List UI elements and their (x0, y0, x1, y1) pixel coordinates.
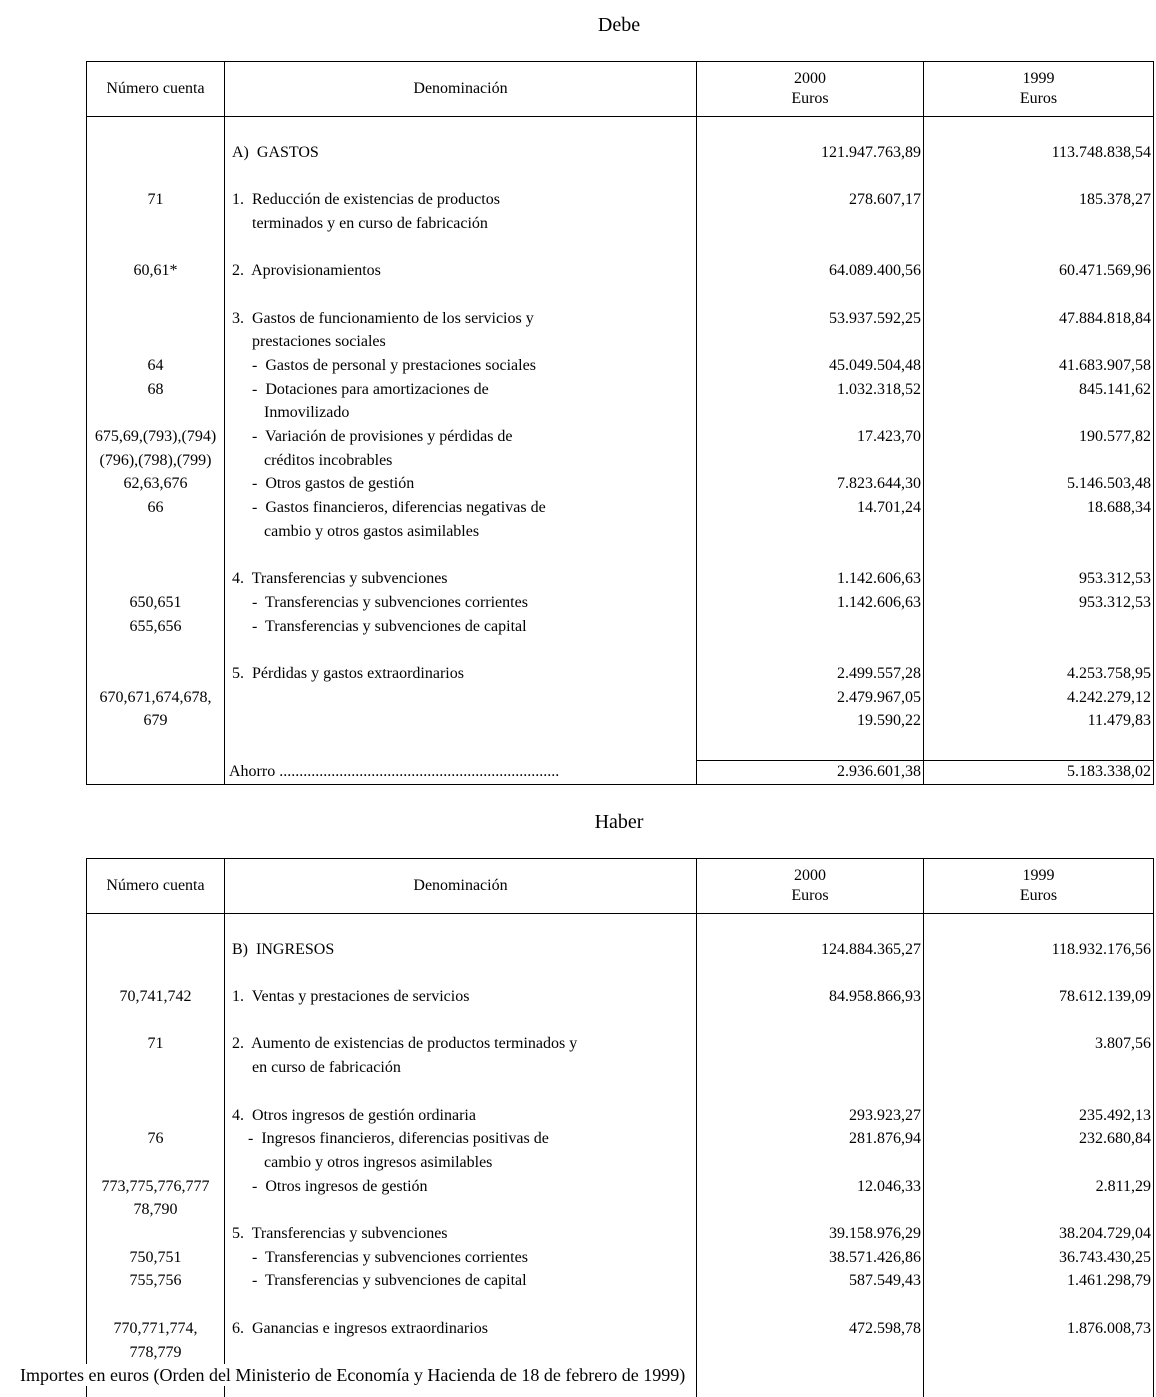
value-1999-cell: 953.312,53 (1079, 570, 1151, 588)
value-1999-cell (923, 330, 1153, 354)
denomination-cell: - Transferencias y subvenciones de capital (232, 1272, 527, 1290)
table-row (87, 591, 1153, 615)
account-cell (87, 662, 224, 686)
denomination-cell: 3. Gastos de funcionamiento de los servicios y (232, 309, 534, 327)
header-unit-label: Euros (1019, 887, 1058, 904)
value-1999-cell: 953.312,53 (1079, 593, 1151, 611)
haber-rows (87, 914, 1153, 1364)
header-denomination-label: Denominación (413, 877, 508, 894)
denomination-cell: - Otros ingresos de gestión (232, 1177, 428, 1195)
table-row (87, 985, 1153, 1009)
value-2000-cell (696, 1341, 923, 1365)
account-cell: 679 (143, 712, 168, 730)
account-cell: 750,751 (129, 1248, 182, 1266)
table-row (87, 1246, 1153, 1270)
value-2000-cell: 64.089.400,56 (829, 262, 921, 280)
value-2000-cell: 2.499.557,28 (837, 665, 921, 683)
spacer-row (87, 1293, 1153, 1317)
account-cell: 670,671,674,678, (99, 688, 212, 706)
value-2000-cell: 587.549,43 (849, 1272, 921, 1290)
value-2000-cell: 281.876,94 (849, 1130, 921, 1148)
account-cell: 66 (147, 499, 164, 517)
ahorro-label: Ahorro ...................................................................... (229, 763, 560, 780)
spacer-row (87, 235, 1153, 259)
value-2000-cell: 53.937.592,25 (829, 309, 921, 327)
value-1999-cell: 18.688,34 (1087, 499, 1151, 517)
header-account-label: Número cuenta (106, 80, 205, 97)
table-row (87, 1127, 1153, 1151)
denomination-cell: 5. Transferencias y subvenciones (232, 1225, 448, 1243)
value-2000-cell: 19.590,22 (857, 712, 921, 730)
table-row (87, 307, 1153, 331)
value-1999-cell (923, 1198, 1153, 1222)
denomination-cell: A) GASTOS (232, 143, 319, 161)
value-1999-cell: 38.204.729,04 (1059, 1225, 1151, 1243)
table-row (87, 401, 1153, 425)
account-cell: 650,651 (129, 593, 182, 611)
header-unit-label: Euros (791, 887, 829, 904)
ahorro-1999: 5.183.338,02 (1067, 763, 1151, 780)
value-1999-cell: 78.612.139,09 (1059, 988, 1151, 1006)
value-2000-cell (696, 330, 923, 354)
account-cell (87, 307, 224, 331)
value-1999-cell: 60.471.569,96 (1059, 262, 1151, 280)
value-1999-cell: 11.479,83 (1087, 712, 1151, 730)
value-1999-cell: 5.146.503,48 (1067, 475, 1151, 493)
header-year-2000 (697, 859, 923, 913)
spacer-row (87, 283, 1153, 307)
table-row (87, 1198, 1153, 1222)
denomination-cell: cambio y otros gastos asimilables (232, 522, 480, 540)
denomination-cell: cambio y otros ingresos asimilables (232, 1153, 493, 1171)
value-1999-cell: 4.253.758,95 (1067, 665, 1151, 683)
account-cell: 675,69,(793),(794) (94, 428, 217, 446)
denomination-cell: 1. Ventas y prestaciones de servicios (232, 988, 470, 1006)
header-year-1999 (924, 62, 1153, 116)
value-2000-cell: 293.923,27 (849, 1106, 921, 1124)
table-row (87, 259, 1153, 283)
value-1999-cell: 36.743.430,25 (1059, 1248, 1151, 1266)
value-1999-cell (923, 615, 1153, 639)
denomination-cell (224, 1341, 696, 1365)
table-row (87, 1151, 1153, 1175)
denomination-cell: 2. Aprovisionamientos (232, 262, 381, 280)
header-unit-label: Euros (791, 90, 829, 107)
table-row (87, 141, 1153, 165)
ahorro-row (87, 760, 1153, 783)
spacer-row (87, 1009, 1153, 1033)
value-1999-cell: 47.884.818,84 (1059, 309, 1151, 327)
denomination-cell: - Transferencias y subvenciones corrientes (232, 1248, 528, 1266)
account-cell: 76 (147, 1130, 164, 1148)
value-2000-cell: 1.142.606,63 (837, 593, 921, 611)
account-cell (87, 1151, 224, 1175)
value-2000-cell: 278.607,17 (849, 191, 921, 209)
account-cell (87, 1222, 224, 1246)
value-1999-cell (923, 449, 1153, 473)
table-row (87, 1341, 1153, 1365)
value-1999-cell: 190.577,82 (1079, 428, 1151, 446)
denomination-cell: - Gastos financieros, diferencias negativas de (232, 499, 546, 517)
account-cell (87, 567, 224, 591)
table-row (87, 1175, 1153, 1199)
spacer-row (87, 117, 1153, 141)
table-row (87, 567, 1153, 591)
denomination-cell: 2. Aumento de existencias de productos terminados y (232, 1035, 578, 1053)
header-year-2000 (697, 62, 923, 116)
value-2000-cell: 12.046,33 (857, 1177, 921, 1195)
denomination-cell: 6. Ganancias e ingresos extraordinarios (232, 1319, 488, 1337)
value-2000-cell (696, 449, 923, 473)
denomination-cell: - Variación de provisiones y pérdidas de (232, 428, 513, 446)
account-cell (87, 401, 224, 425)
ahorro-2000: 2.936.601,38 (837, 763, 921, 780)
header-year-label: 1999 (1022, 70, 1055, 87)
value-1999-cell: 41.683.907,58 (1059, 356, 1151, 374)
header-account (87, 859, 224, 913)
value-1999-cell: 2.811,29 (1095, 1177, 1151, 1195)
header-year-label: 1999 (1022, 867, 1055, 884)
value-2000-cell (696, 1032, 923, 1056)
account-cell (87, 141, 224, 165)
table-row (87, 520, 1153, 544)
value-2000-cell: 1.142.606,63 (837, 570, 921, 588)
table-row (87, 425, 1153, 449)
value-2000-cell: 2.479.967,05 (837, 688, 921, 706)
table-row (87, 709, 1153, 733)
denomination-cell (224, 686, 696, 710)
table-row (87, 472, 1153, 496)
denomination-cell: - Transferencias y subvenciones de capital (232, 617, 527, 635)
denomination-cell: - Gastos de personal y prestaciones sociales (232, 356, 536, 374)
table-row (87, 496, 1153, 520)
value-2000-cell: 84.958.866,93 (829, 988, 921, 1006)
haber-title: Haber (594, 811, 644, 833)
value-2000-cell (696, 212, 923, 236)
header-denomination (225, 859, 696, 913)
value-2000-cell (696, 1056, 923, 1080)
value-2000-cell: 17.423,70 (857, 428, 921, 446)
value-2000-cell (696, 615, 923, 639)
table-row (87, 938, 1153, 962)
debe-rows (87, 117, 1153, 733)
account-cell (87, 1104, 224, 1128)
value-2000-cell: 39.158.976,29 (829, 1225, 921, 1243)
account-cell: 71 (147, 191, 164, 209)
haber-table (86, 858, 1154, 1397)
table-row (87, 1317, 1153, 1341)
value-1999-cell: 232.680,84 (1079, 1130, 1151, 1148)
account-cell: 68 (147, 380, 164, 398)
account-cell: (796),(798),(799) (99, 451, 212, 469)
denomination-cell: prestaciones sociales (232, 333, 386, 351)
table-row (87, 1104, 1153, 1128)
value-2000-cell (696, 1198, 923, 1222)
value-2000-cell (696, 520, 923, 544)
table-row (87, 212, 1153, 236)
denomination-cell: B) INGRESOS (232, 940, 335, 958)
denomination-cell: - Dotaciones para amortizaciones de (232, 380, 489, 398)
value-1999-cell (923, 1056, 1153, 1080)
value-1999-cell: 113.748.838,54 (1051, 143, 1151, 161)
value-1999-cell: 1.461.298,79 (1067, 1272, 1151, 1290)
header-year-label: 2000 (794, 867, 826, 884)
account-cell (87, 1056, 224, 1080)
header-denomination-label: Denominación (413, 80, 508, 97)
account-cell: 64 (147, 356, 164, 374)
denomination-cell: 4. Transferencias y subvenciones (232, 570, 448, 588)
value-1999-cell: 1.876.008,73 (1067, 1319, 1151, 1337)
value-2000-cell: 38.571.426,86 (829, 1248, 921, 1266)
header-account-label: Número cuenta (106, 877, 205, 894)
denomination-cell: 5. Pérdidas y gastos extraordinarios (232, 665, 464, 683)
table-row (87, 449, 1153, 473)
value-1999-cell: 185.378,27 (1079, 191, 1151, 209)
denomination-cell (224, 1198, 696, 1222)
value-1999-cell (923, 212, 1153, 236)
account-cell: 773,775,776,777 (101, 1177, 210, 1195)
value-2000-cell (696, 1151, 923, 1175)
account-cell: 778,779 (129, 1343, 182, 1361)
account-cell (87, 212, 224, 236)
spacer-row (87, 544, 1153, 568)
value-1999-cell: 4.242.279,12 (1067, 688, 1151, 706)
account-cell (87, 520, 224, 544)
table-row (87, 615, 1153, 639)
table-row (87, 662, 1153, 686)
denomination-cell: - Ingresos financieros, diferencias positivas de (232, 1130, 549, 1148)
value-1999-cell: 118.932.176,56 (1051, 940, 1151, 958)
value-2000-cell: 7.823.644,30 (837, 475, 921, 493)
value-2000-cell: 45.049.504,48 (829, 356, 921, 374)
value-1999-cell (923, 1151, 1153, 1175)
table-row (87, 378, 1153, 402)
account-cell: 78,790 (133, 1201, 178, 1219)
spacer-row (87, 914, 1153, 938)
value-1999-cell (923, 520, 1153, 544)
value-1999-cell: 845.141,62 (1079, 380, 1151, 398)
header-account (87, 62, 224, 116)
denomination-cell: 1. Reducción de existencias de productos (232, 191, 500, 209)
denomination-cell: créditos incobrables (232, 451, 393, 469)
table-row (87, 686, 1153, 710)
account-cell: 755,756 (129, 1272, 182, 1290)
denomination-cell: en curso de fabricación (232, 1059, 401, 1077)
footnote: Importes en euros (Orden del Ministerio de Economía y Hacienda de 18 de febrero de 1999) (20, 1365, 686, 1385)
table-row (87, 1032, 1153, 1056)
value-2000-cell: 121.947.763,89 (821, 143, 921, 161)
value-1999-cell: 3.807,56 (1095, 1035, 1151, 1053)
table-row (87, 330, 1153, 354)
table-row (87, 1269, 1153, 1293)
value-2000-cell: 14.701,24 (857, 499, 921, 517)
account-cell: 770,771,774, (113, 1319, 198, 1337)
value-2000-cell (696, 401, 923, 425)
account-cell (87, 330, 224, 354)
header-unit-label: Euros (1019, 90, 1058, 107)
account-cell: 71 (147, 1035, 164, 1053)
account-cell: 655,656 (129, 617, 182, 635)
spacer-row (87, 961, 1153, 985)
denomination-cell: - Transferencias y subvenciones corrientes (232, 593, 528, 611)
debe-table (86, 61, 1154, 785)
account-cell: 60,61* (133, 262, 178, 280)
denomination-cell: 4. Otros ingresos de gestión ordinaria (232, 1106, 476, 1124)
value-2000-cell: 472.598,78 (849, 1319, 921, 1337)
header-year-1999 (924, 859, 1153, 913)
value-1999-cell (923, 1341, 1153, 1365)
spacer-row (87, 1080, 1153, 1104)
debe-title: Debe (597, 14, 641, 36)
account-cell: 62,63,676 (123, 475, 188, 493)
table-row (87, 1056, 1153, 1080)
table-row (87, 1222, 1153, 1246)
table-row (87, 354, 1153, 378)
denomination-cell (224, 709, 696, 733)
value-1999-cell (923, 401, 1153, 425)
spacer-row (87, 638, 1153, 662)
value-2000-cell: 124.884.365,27 (821, 940, 921, 958)
account-cell: 70,741,742 (119, 988, 192, 1006)
value-2000-cell: 1.032.318,52 (837, 380, 921, 398)
denomination-cell: terminados y en curso de fabricación (232, 214, 488, 232)
account-cell (87, 938, 224, 962)
denomination-cell: - Otros gastos de gestión (232, 475, 415, 493)
table-row (87, 188, 1153, 212)
value-1999-cell: 235.492,13 (1079, 1106, 1151, 1124)
header-denomination (225, 62, 696, 116)
spacer-row (87, 164, 1153, 188)
header-year-label: 2000 (794, 70, 826, 87)
denomination-cell: Inmovilizado (232, 404, 350, 422)
